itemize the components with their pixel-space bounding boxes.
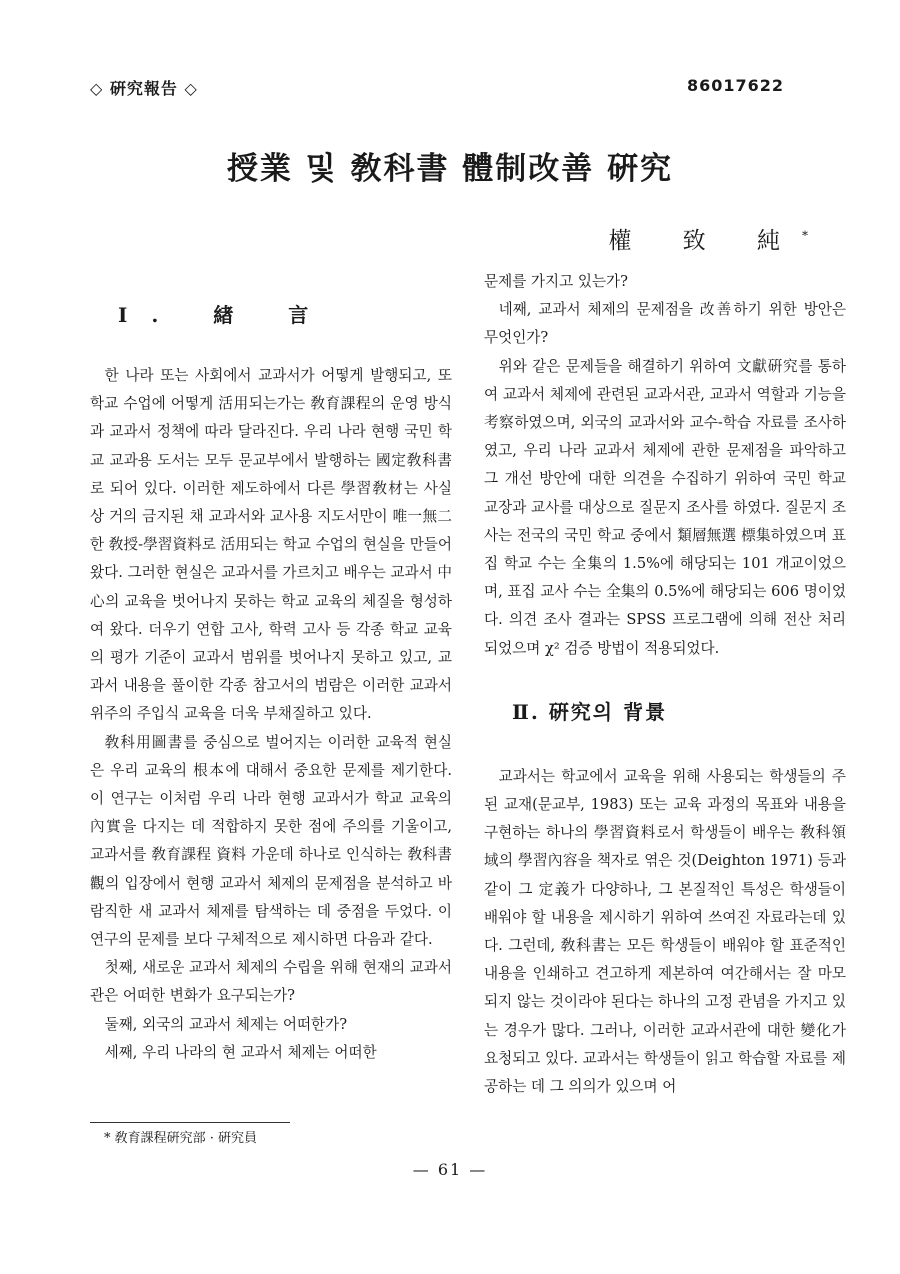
paragraph: 첫째, 새로운 교과서 체제의 수립을 위해 현재의 교과서관은 어떠한 변화가 요구되는가? xyxy=(90,959,452,1005)
author-line xyxy=(608,222,808,255)
paragraph: 네째, 교과서 체제의 문제점을 改善하기 위한 방안은 무엇인가? xyxy=(484,301,846,347)
author-footnote-mark: * xyxy=(802,228,808,243)
document-number: 86017622 xyxy=(686,76,784,95)
footnote-divider xyxy=(90,1122,290,1123)
paragraph: 한 나라 또는 사회에서 교과서가 어떻게 발행되고, 또 학교 수업에 어떻게 活用되는가는 敎育課程의 운영 방식과 교과서 정책에 따라 달라진다. 우리 나라 현행 국민 학교 교과용 도서는 모두 문교부에서 발행하는 國定敎科書로 되어 있다. 이러한 제도하에서 다른 學習敎材는 사실상 거의 금지된 채 교과서와 교사용 지도서만이 唯一無二한 敎授-學習資料로 活用되는 학교 수업의 현실을 만들어 왔다. 그러한 현실은 교과서를 가르치고 배우는 교과서 中心의 교육을 벗어나지 못하는 학교 교육의 체질을 형성하여 왔다. 더우기 연합 고사, 학력 고사 등 각종 학교 교육의 평가 기준이 교과서 범위를 벗어나지 못하고 있고, 교과서 내용을 풀이한 각종 참고서의 범람은 이러한 교과서 위주의 주입식 교육을 더욱 부채질하고 있다. xyxy=(90,367,452,723)
paragraph: 위와 같은 문제들을 해결하기 위하여 文獻硏究를 통하여 교과서 체제에 관련된 교과서관, 교과서 역할과 기능을 考察하였으며, 외국의 교과서와 교수-학습 자료를 조사하였고, 우리 나라 교과서 체제에 관한 문제점을 파악하고 그 개선 방안에 대한 의견을 수집하기 위하여 국민 학교 교장과 교사를 대상으로 질문지 조사를 하였다. 질문지 조사는 전국의 국민 학교 중에서 類層無選 標集하였으며 표집 학교 수는 全集의 1.5%에 해당되는 101 개교이었으며, 표집 교사 수는 全集의 0.5%에 해당되는 606 명이었다. 의견 조사 결과는 SPSS 프로그램에 의해 전산 처리되었으며 χ² 검증 방법이 적용되었다. xyxy=(484,357,846,657)
paragraph: 세째, 우리 나라의 현 교과서 체제는 어떠한 xyxy=(104,1043,377,1061)
footnote: * 敎育課程硏究部 · 硏究員 xyxy=(104,1131,258,1146)
left-column xyxy=(90,288,452,1067)
paragraph: 둘째, 외국의 교과서 체제는 어떠한가? xyxy=(104,1015,348,1033)
author-name: 權 致 純 xyxy=(608,228,802,254)
section-heading-background: Ⅱ. 硏究의 背景 xyxy=(512,699,668,724)
paragraph: 문제를 가지고 있는가? xyxy=(484,273,628,290)
right-column xyxy=(484,268,846,1101)
paragraph: 교과서는 학교에서 교육을 위해 사용되는 학생들의 주된 교재(문교부, 1983) 또는 교육 과정의 목표와 내용을 구현하는 하나의 學習資料로서 학생들이 배우는 敎科領域의 學習內容을 책자로 엮은 것(Deighton 1971) 등과 같이 그 定義가 다양하나, 그 본질적인 특성은 학생들이 배워야 할 내용을 제시하기 위하여 쓰여진 자료라는데 있다. 그런데, 敎科書는 모든 학생들이 배워야 할 표준적인 내용을 인쇄하고 견고하게 제본하여 여간해서는 잘 마모되지 않는 것이라야 된다는 하나의 고정 관념을 가지고 있는 경우가 많다. 그러나, 이러한 교과서관에 대한 變化가 요청되고 있다. 교과서는 학생들이 읽고 학습할 자료를 제공하는 데 그 의의가 있으며 어 xyxy=(484,767,846,1096)
paragraph: 敎科用圖書를 중심으로 벌어지는 이러한 교육적 현실은 우리 교육의 根本에 대해서 중요한 문제를 제기한다. 이 연구는 이처럼 우리 나라 현행 교과서가 학교 교육의 內實을 다지는 데 적합하지 못한 점에 주의를 기울이고, 교과서를 敎育課程 資料 가운데 하나로 인식하는 敎科書觀의 입장에서 현행 교과서 체제의 문제점을 분석하고 바람직한 새 교과서 체제를 탐색하는 데 중점을 두었다. 이 연구의 문제를 보다 구체적으로 제시하면 다음과 같다. xyxy=(90,733,452,949)
series-label: ◇ 硏究報告 ◇ xyxy=(90,79,198,98)
article-title: 授業 및 敎科書 體制改善 硏究 xyxy=(226,151,674,187)
page-number: — 61 — xyxy=(412,1160,488,1179)
section-heading-introduction: Ⅰ. 緖 言 xyxy=(118,303,333,327)
